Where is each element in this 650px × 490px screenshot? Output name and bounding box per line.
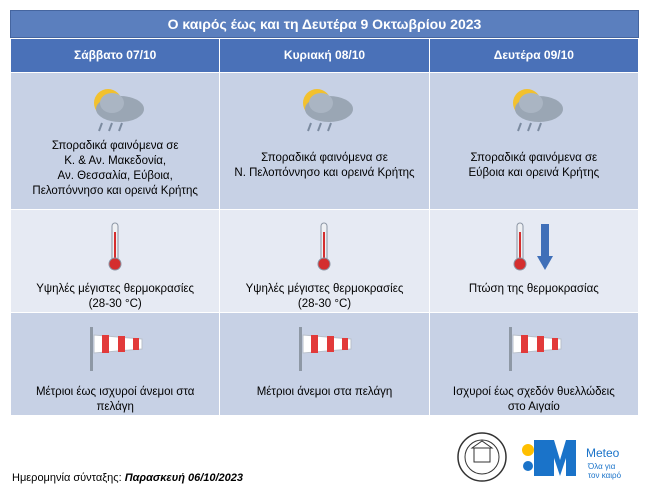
footer xyxy=(12,472,243,484)
temperature-cell-0 xyxy=(11,210,220,313)
weather-cell-1 xyxy=(220,73,429,210)
day-header-1: Κυριακή 08/10 xyxy=(220,39,429,73)
temperature-line: (28-30 °C) xyxy=(297,298,352,310)
temperature-line: Πτώση της θερμοκρασίας xyxy=(468,283,599,295)
thermometer-icon xyxy=(220,216,428,276)
weather-cell-2 xyxy=(429,73,638,210)
brand-name: Meteo xyxy=(586,446,620,460)
forecast-panel xyxy=(10,10,639,416)
brand-tagline xyxy=(588,462,621,480)
weather-line: Σποραδικά φαινόμενα σε xyxy=(51,140,179,152)
windsock-icon xyxy=(11,319,219,379)
windsock-icon xyxy=(430,319,638,379)
forecast-table xyxy=(10,38,639,416)
weather-line: Εύβοια και ορεινά Κρήτης xyxy=(468,167,600,179)
temperature-line: Υψηλές μέγιστες θερμοκρασίες xyxy=(245,283,404,295)
footer-date: Παρασκευή 06/10/2023 xyxy=(124,472,244,484)
temperature-line: (28-30 °C) xyxy=(88,298,142,310)
wind-cell-0 xyxy=(11,313,220,416)
weather-line: Αν. Θεσσαλία, Εύβοια, xyxy=(57,170,173,182)
footer-label: Ημερομηνία σύνταξης: xyxy=(12,472,122,484)
thermometer-down-arrow-icon xyxy=(430,216,638,276)
temperature-line: Υψηλές μέγιστες θερμοκρασίες xyxy=(36,283,195,295)
thermometer-icon xyxy=(11,216,219,276)
windsock-icon xyxy=(220,319,428,379)
meteo-logo-icon xyxy=(522,440,576,476)
weather-line: Πελοπόννησο και ορεινά Κρήτης xyxy=(32,185,198,197)
weather-line: Σποραδικά φαινόμενα σε xyxy=(261,152,388,164)
brand-tagline-1: Όλα για xyxy=(588,462,616,471)
wind-cell-1 xyxy=(220,313,429,416)
weather-line: Κ. & Αν. Μακεδονία, xyxy=(64,155,167,167)
storm-cloud-icon xyxy=(220,79,428,139)
wind-line: Μέτριοι έως ισχυροί άνεμοι στα xyxy=(35,386,195,398)
temperature-cell-2 xyxy=(429,210,638,313)
storm-cloud-icon xyxy=(11,79,219,139)
weather-cell-0 xyxy=(11,73,220,210)
temperature-cell-1 xyxy=(220,210,429,313)
page-title: Ο καιρός έως και τη Δευτέρα 9 Οκτωβρίου 2023 xyxy=(10,10,639,38)
wind-line: πελάγη xyxy=(96,401,134,413)
weather-line: Ν. Πελοπόννησο και ορεινά Κρήτης xyxy=(234,167,415,179)
weather-line: Σποραδικά φαινόμενα σε xyxy=(470,152,598,164)
wind-cell-2 xyxy=(429,313,638,416)
day-header-0: Σάββατο 07/10 xyxy=(11,39,220,73)
day-header-2: Δευτέρα 09/10 xyxy=(429,39,638,73)
wind-line: στο Αιγαίο xyxy=(507,401,560,413)
wind-line: Ισχυροί έως σχεδόν θυελλώδεις xyxy=(452,386,615,398)
storm-cloud-icon xyxy=(430,79,638,139)
brand-tagline-2: τον καιρό xyxy=(588,471,622,480)
wind-line: Μέτριοι άνεμοι στα πελάγη xyxy=(256,386,393,398)
